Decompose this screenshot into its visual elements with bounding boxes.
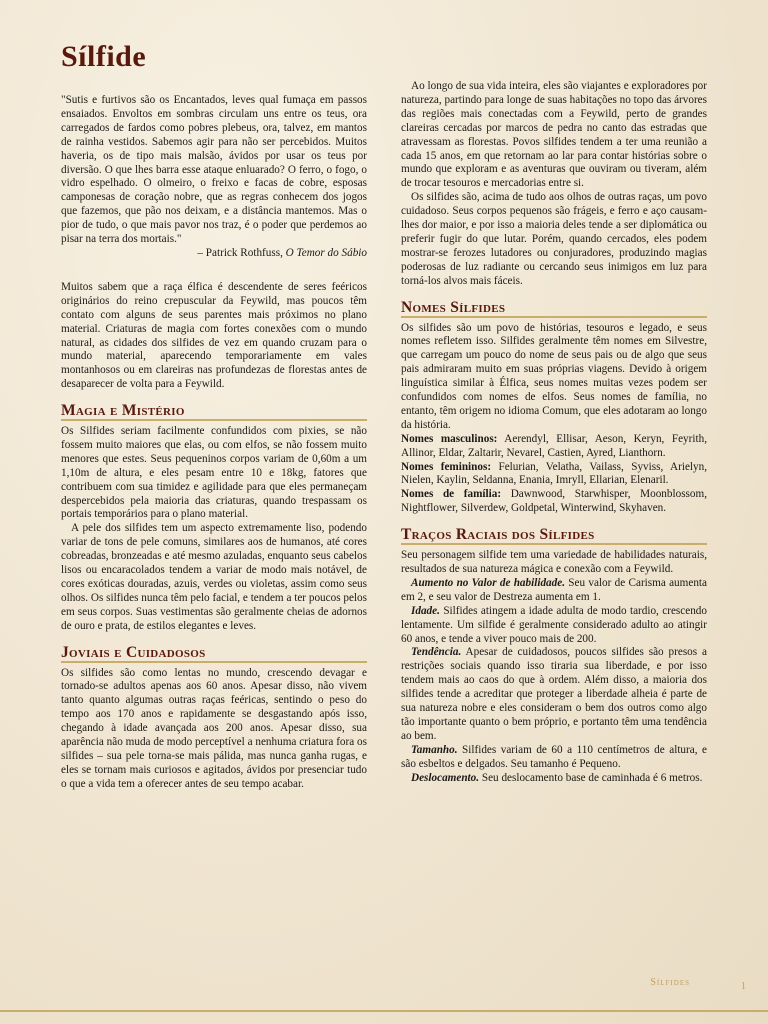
- female-names-list: Felurian, Velatha, Vailass, Syviss, Arielyn, Nielen, Kaylin, Seldanna, Enania, Imryll, Ellarian, Elenaril.: [401, 460, 708, 487]
- trait-speed-label: Deslocamento.: [411, 771, 480, 784]
- joviais-paragraph-1: Os silfides são como lentas no mundo, crescendo devagar e tornado-se adultos apenas aos 60 anos. Apesar disso, não vivem tanto quanto algumas outras raças feéricas, sentindo o peso do tempo aos 170 anos e rapidamente se desgastando após isso, chegando à idade avançada aos 200 anos. Apesar disso, sua aparência não muda de modo perceptível a nenhuma criatura fora os silfides – sua pele torna-se mais pálida, mas nunca ganha rugas, e eles se tornam mais curiosos e agitados, ávidos por presenciar tudo o que a vida tem a oferecer antes de seu tempo acabar.: [61, 666, 367, 790]
- trait-size-text: Silfides variam de 60 a 110 centímetros de altura, e são esbeltos e delgados. Seu tamanho é Pequeno.: [401, 743, 707, 770]
- magia-paragraph-1: Os Silfides seriam facilmente confundidos com pixies, se não fossem muito maiores que elas, ou com elfos, se não fossem muito menores que estes. Seus pequeninos corpos variam de 0,60m a um 1,10m de altura, e eles pesam entre 10 e 18kg, fatores que contribuem com sua timidez e agilidade para que eles permaneçam despercebidos pela maioria das criaturas, quando trespassam os portais temporários para o plano material.: [61, 425, 367, 521]
- trait-age-label: Idade.: [411, 604, 440, 617]
- quote-author: – Patrick Rothfuss,: [197, 246, 286, 259]
- page-title: Sílfide: [61, 40, 147, 73]
- footer-section-label: Sílfides: [650, 977, 690, 988]
- intro-paragraph: Muitos sabem que a raça élfica é descendente de seres feéricos originários do reino crepuscular da Feywild, mas poucos têm contato com alguns de seus parentes mais próximos no plano material. Criaturas de magia com fortes conexões com o mundo natural, as cidades dos silfides de vez em quando cruzam para o mundo material, aparecendo temporariamente em vales montanhosos ou em clareiras nas profundezas de florestas antes de desaparecer de volta para a Feywild.: [61, 280, 367, 391]
- trait-alignment: [401, 646, 707, 743]
- quote-text: "Sutis e furtivos são os Encantados, leves qual fumaça em passos ensaiados. Envoltos em sombras circulam uns entre os teus, ora carregados de fardos como pobres plebeus, ora, talvez, em mantos de rainha vestidos. Sabemos agir para não ser percebidos. Muitos haveria, os de tipo mais malsão, ávidos por usar os teus por diversão. O que lhes barra esse ataque enluarado? O ferro, o fogo, o vidro espelhado. O olmeiro, o freixo e facas de cobre, esposas camponesas de coração nobre, que as regras conhecem dos jogos que fazemos, que pão nos deixam, e a distância mantemos. Mas o pior de tudo, o que mais pavor nos traz, é o poder que perdemos ao pisar na terra dos mortais.": [61, 94, 367, 246]
- trait-speed: [401, 772, 707, 786]
- quote-attribution: [61, 247, 367, 261]
- female-names: [401, 461, 707, 489]
- heading-nomes: Nomes Sílfides: [401, 301, 707, 318]
- heading-tracos: Traços Raciais dos Sílfides: [401, 528, 707, 545]
- heading-magia: Magia e Mistério: [61, 404, 367, 421]
- careful-paragraph: Os silfides são, acima de tudo aos olhos de outras raças, um povo cuidadoso. Seus corpos pequenos são frágeis, e ferro e aço causam-lhes dor maior, e por isso a maioria deles tende a ser diplomática ou preferir fugir do que lutar. Porém, quando cercados, eles podem mostrar-se ferozes lutadores ou conjuradores, produzindo magias poderosas de luz radiante ou cercando seus inimigos em luz para torná-los alvos mais fáceis.: [401, 191, 707, 287]
- family-names: [401, 488, 707, 516]
- quote-work: O Temor do Sábio: [285, 246, 367, 259]
- right-column: [401, 80, 707, 786]
- trait-alignment-label: Tendência.: [411, 646, 462, 659]
- trait-size: [401, 744, 707, 772]
- trait-alignment-text: Apesar de cuidadosos, poucos silfides são presos a restrições sociais quando isso tiraria sua liberdade, e por isso tendem mais ao caos do que à ordem. Além disso, a maioria dos silfides tende a acreditar que proteger a liberdade alheia é parte de sua natureza nobre e eles consideram o bem dos outros como algo tão importante quanto o bem próprio, e portanto têm uma tendência ao bem.: [401, 646, 707, 742]
- magia-paragraph-2: A pele dos silfides tem um aspecto extremamente liso, podendo variar de tons de pele comuns, similares aos de humanos, até cores cobreadas, bronzeadas e até mesmo azuladas, enquanto seus cabelos lisos ou encaracolados tendem a variar de modo mais notável, de cores exóticas douradas, azuis, verdes ou violetas, assim como seus olhos. Os silfides nunca têm pelo facial, e tendem a ter poucos pelos em seus corpos. Suas vestimentas são geralmente cheias de adornos de ouro e prata, de estilos elegantes e leves.: [61, 522, 367, 632]
- trait-age: [401, 605, 707, 647]
- family-names-list: Dawnwood, Starwhisper, Moonblossom, Nightflower, Silverdew, Goldpetal, Winterwind, Skyhaven.: [401, 488, 707, 515]
- left-column: [61, 94, 367, 792]
- female-names-label: Nomes femininos:: [401, 460, 492, 473]
- male-names: [401, 433, 707, 461]
- male-names-label: Nomes masculinos:: [401, 432, 498, 445]
- tracos-intro: Seu personagem silfide tem uma variedade de habilidades naturais, resultados de sua natureza mágica e conexão com a Feywild.: [401, 549, 707, 575]
- footer-rule: [0, 988, 768, 1012]
- page-number: 1: [741, 981, 746, 992]
- trait-ability-text: Seu valor de Carisma aumenta em 2, e seu valor de Destreza aumenta em 1.: [401, 576, 707, 603]
- trait-size-label: Tamanho.: [411, 743, 458, 756]
- travel-paragraph: Ao longo de sua vida inteira, eles são viajantes e exploradores por natureza, partindo para longe de suas habitações no topo das árvores das regiões mais conectadas com a Feywild, perto de grandes clareiras cercadas por marcos de pedra no canto das estradas que atravessam as florestas. Povos silfides tendem a ter uma reunião a cada 15 anos, em que retornam ao lar para contar histórias sobre o mundo que exploram e as aventuras que ouviram ou tiveram, além de trocar tesouros e mercadorias entre si.: [401, 80, 707, 190]
- trait-ability: [401, 577, 707, 605]
- trait-age-text: Silfides atingem a idade adulta de modo tardio, crescendo lentamente. Um silfide é geralmente considerado adulto ao atingir 60 anos, e tende a viver pouco mais de 200.: [401, 604, 707, 645]
- nomes-paragraph: Os silfides são um povo de histórias, tesouros e legado, e seus nomes refletem isso. Silfides geralmente têm nomes em Silvestre, que carregam um pouco do nome de seus pais ou de algo que seus pais admiraram muito em suas próprias viagens. Devido à origem linguística similar à Élfica, seus nomes muitas vezes podem ser confundidos com nomes de elfos. Seus nomes de família, no entanto, têm origem no idioma Comum, que eles adotaram ao longo da história.: [401, 321, 707, 431]
- male-names-list: Aerendyl, Ellisar, Aeson, Keryn, Feyrith, Allinor, Eldar, Zaltarir, Nevarel, Castien, Ayred, Lianthorn.: [401, 432, 707, 459]
- heading-joviais: Joviais e Cuidadosos: [61, 646, 367, 663]
- epigraph-quote: [61, 94, 367, 261]
- trait-speed-text: Seu deslocamento base de caminhada é 6 metros.: [479, 771, 703, 784]
- trait-ability-label: Aumento no Valor de habilidade.: [411, 576, 565, 589]
- family-names-label: Nomes de família:: [401, 488, 502, 501]
